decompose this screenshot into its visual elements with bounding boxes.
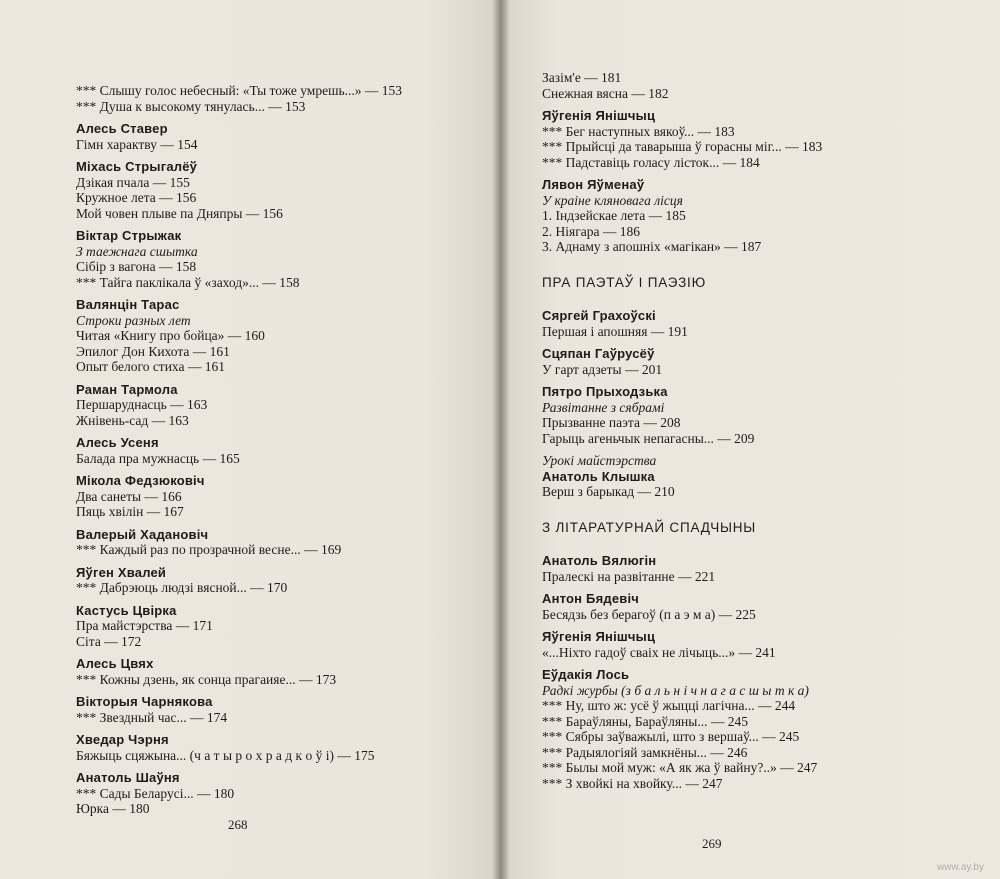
toc-entry (542, 308, 982, 339)
toc-work-line: *** Былы мой муж: «А як жа ў вайну?..» — 247 (542, 760, 818, 775)
toc-entry (76, 435, 476, 466)
toc-work-line: Юрка — 180 (76, 801, 150, 816)
toc-author: Міхась Стрыгалёў (76, 159, 198, 174)
toc-author: Антон Бядевіч (542, 591, 640, 606)
toc-work-line: Пралескі на развітанне — 221 (542, 568, 716, 584)
toc-entry (76, 121, 476, 152)
toc-author: Хведар Чэрня (76, 732, 169, 747)
toc-work-line: У гарт адзеты — 201 (542, 361, 663, 377)
toc-entry (542, 629, 982, 660)
toc-work-line: Зазім'е — 181 (542, 70, 622, 85)
toc-cycle-title: Строки разных лет (76, 312, 191, 328)
toc-work-line: *** Звездный час... — 174 (76, 709, 228, 725)
toc-work-line: *** Дабрэюць людзі вясной... — 170 (76, 580, 288, 595)
toc-work-line: Два санеты — 166 (76, 488, 182, 504)
toc-author: Еўдакія Лось (542, 667, 630, 682)
toc-entry (542, 384, 982, 446)
toc-work-line: *** Бег наступных вякоў... — 183 (542, 123, 735, 139)
toc-author: Алесь Усеня (76, 435, 159, 450)
toc-work-line: Кружное лета — 156 (76, 190, 197, 205)
toc-work-line: *** Душа к высокому тянулась... — 153 (76, 98, 306, 114)
toc-entry (76, 527, 476, 558)
toc-entry (542, 177, 982, 255)
toc-author: Яўгенія Янішчыц (542, 629, 656, 644)
toc-work-line: Сіта — 172 (76, 633, 142, 649)
toc-author: Мікола Федзюковіч (76, 473, 205, 488)
toc-entry (76, 770, 476, 817)
book-gutter (492, 0, 510, 879)
toc-author: Алесь Ставер (76, 121, 168, 136)
toc-work-line: «...Ніхто гадоў сваіх не лічыць...» — 241 (542, 644, 776, 660)
toc-author: Анатоль Шаўня (76, 770, 180, 785)
toc-entry (542, 453, 982, 500)
toc-author: Раман Тармола (76, 381, 178, 397)
toc-author: Валянцін Тарас (76, 297, 180, 312)
toc-work-line: *** З хвойкі на хвойку... — 247 (542, 775, 723, 791)
page-number-right: 269 (702, 836, 722, 851)
toc-author: Кастусь Цвірка (76, 602, 177, 618)
toc-entry (76, 297, 476, 375)
toc-work-line: Сібір з вагона — 158 (76, 259, 197, 274)
toc-entry (76, 565, 476, 596)
toc-work-line: Першая і апошняя — 191 (542, 323, 688, 339)
toc-work-line: *** Ну, што ж: усё ў жыцці лагічна... — 244 (542, 698, 796, 713)
toc-work-line: Гімн характву — 154 (76, 136, 198, 152)
toc-work-line: Снежная вясна — 182 (542, 85, 669, 101)
toc-entry (76, 83, 476, 114)
toc-cycle-title: У краіне кляновага лісця (542, 192, 683, 208)
toc-work-line: Балада пра мужнасць — 165 (76, 450, 240, 466)
toc-work-line: *** Сады Беларусі... — 180 (76, 785, 235, 801)
toc-work-line: *** Бараўляны, Бараўляны... — 245 (542, 713, 748, 729)
toc-entry (76, 732, 476, 763)
toc-entry (542, 70, 982, 101)
toc-entry (76, 473, 476, 520)
toc-author: Пятро Прыходзька (542, 384, 668, 399)
toc-work-line: Читая «Книгу про бойца» — 160 (76, 328, 265, 343)
toc-work-line: *** Слышу голос небесный: «Ты тоже умрешь...» — 153 (76, 83, 402, 98)
toc-work-line: *** Каждый раз по прозрачной весне... — 169 (76, 542, 342, 557)
toc-entry (542, 667, 982, 791)
toc-author: Яўген Хвалей (76, 564, 167, 580)
toc-work-line: Жнівень-сад — 163 (76, 412, 189, 428)
page-number-left: 268 (228, 817, 248, 832)
toc-entry (542, 108, 982, 170)
toc-entry (76, 382, 476, 429)
toc-work-line: *** Кожны дзень, як сонца прагаияе... — 173 (76, 671, 337, 687)
toc-author: Алесь Цвях (76, 656, 154, 671)
toc-work-line: *** Прыйсці да таварыша ў горасны міг... — 183 (542, 139, 823, 154)
right-page (500, 0, 1000, 879)
toc-work-line: Мой човен плыве па Дняпры — 156 (76, 205, 283, 221)
toc-work-line: Бесядзь без берагоў (п а э м а) — 225 (542, 606, 756, 622)
toc-work-line: Пяць хвілін — 167 (76, 504, 184, 519)
section-heading: З ЛІТАРАТУРНАЙ СПАДЧЫНЫ (542, 519, 757, 535)
toc-entry (542, 591, 982, 622)
toc-work-line: Эпилог Дон Кихота — 161 (76, 343, 230, 359)
toc-cycle-title: Радкі журбы (з б а л ь н і ч н а г а с ш ы т к а) (542, 682, 809, 698)
toc-work-line: *** Тайга паклікала ў «заход»... — 158 (76, 274, 300, 290)
toc-work-line: Гарыць агеньчык непагасны... — 209 (542, 430, 755, 446)
toc-section-subtitle: Урокі майстэрства (542, 453, 657, 468)
toc-author: Вікторыя Чарнякова (76, 694, 213, 709)
toc-work-line: *** Радыялогіяй замкнёны... — 246 (542, 744, 748, 760)
toc-author: Віктар Стрыжак (76, 228, 182, 243)
toc-author: Сцяпан Гаўрусёў (542, 346, 655, 361)
toc-work-line: Опыт белого стиха — 161 (76, 359, 225, 374)
toc-author: Анатоль Вялюгін (542, 553, 657, 568)
left-contents-column (76, 83, 476, 824)
toc-work-line: Першаруднасць — 163 (76, 397, 208, 412)
toc-cycle-title: Развітанне з сябрамі (542, 399, 665, 415)
toc-entry (76, 603, 476, 650)
toc-entry (76, 159, 476, 221)
toc-work-line: Пра майстэрства — 171 (76, 618, 213, 633)
toc-entry (76, 656, 476, 687)
toc-work-line: 3. Аднаму з апошніх «магікан» — 187 (542, 239, 762, 254)
toc-work-line: *** Падставіць голасу лісток... — 184 (542, 154, 760, 170)
watermark: www.ay.by (936, 862, 984, 873)
toc-work-line: 2. Ніягара — 186 (542, 223, 640, 239)
toc-entry (542, 553, 982, 584)
toc-entry (542, 346, 982, 377)
toc-work-line: Дзікая пчала — 155 (76, 174, 190, 190)
toc-work-line: 1. Індзейскае лета — 185 (542, 208, 686, 223)
toc-entry (76, 694, 476, 725)
toc-entry (76, 228, 476, 290)
toc-author: Валерый Хадановіч (76, 526, 209, 542)
toc-work-line: *** Сябры заўважылі, што з вершаў... — 245 (542, 729, 800, 744)
toc-author: Анатоль Клышка (542, 468, 655, 484)
toc-work-line: Бяжыць сцяжына... (ч а т ы р о х р а д к о ў і) — 175 (76, 747, 375, 763)
toc-author: Яўгенія Янішчыц (542, 108, 656, 123)
right-contents-column (542, 70, 982, 798)
toc-author: Сяргей Грахоўскі (542, 308, 656, 323)
toc-work-line: Прызванне паэта — 208 (542, 415, 681, 430)
toc-cycle-title: З таежнага сшытка (76, 243, 198, 259)
section-heading: ПРА ПАЭТАЎ І ПАЭЗІЮ (542, 274, 707, 290)
toc-author: Лявон Яўменаў (542, 177, 645, 192)
toc-work-line: Верш з барыкад — 210 (542, 484, 675, 499)
